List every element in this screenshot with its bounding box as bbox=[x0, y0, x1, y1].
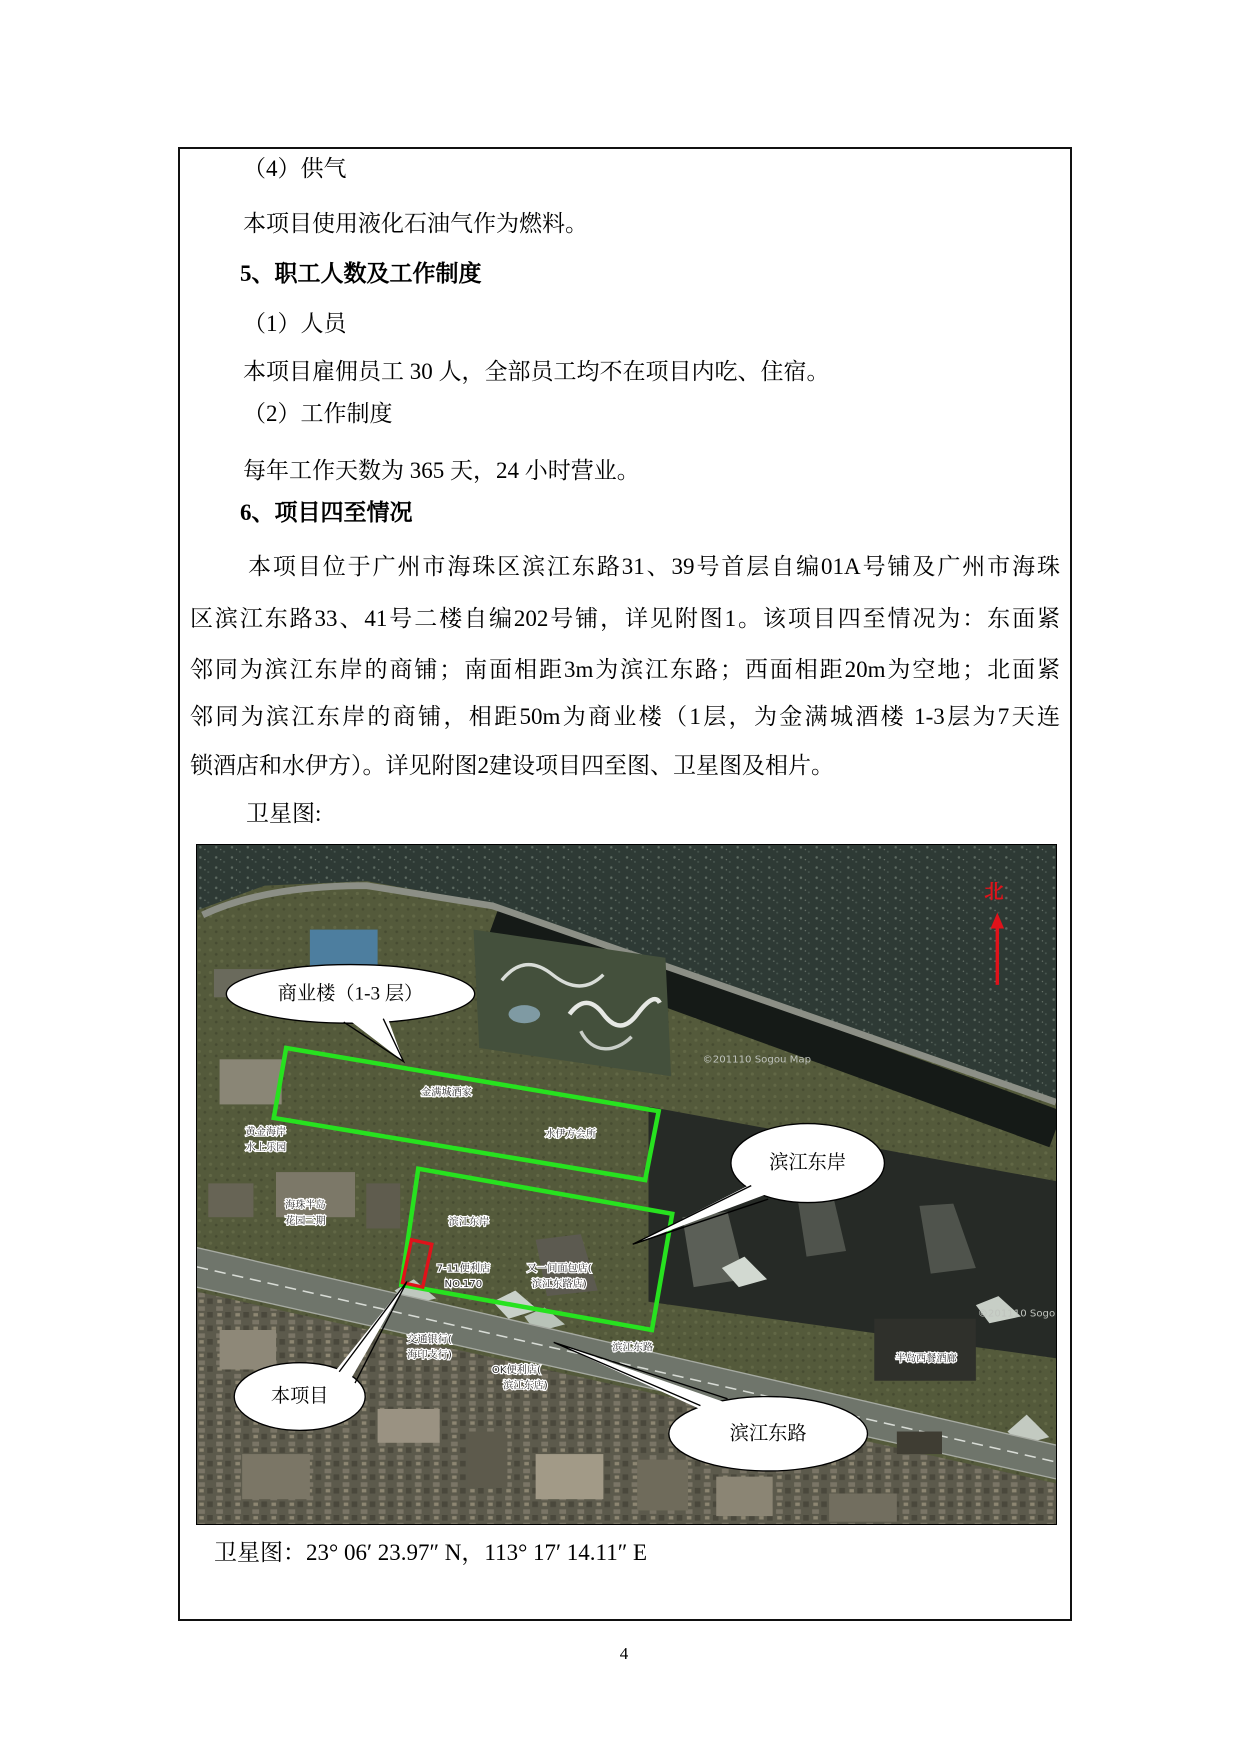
surroundings-paragraph-line: 区滨江东路33、41号二楼自编202号铺，详见附图1。该项目四至情况为：东面紧 bbox=[190, 606, 1060, 631]
map-label: 黄金海岸 bbox=[245, 1126, 287, 1138]
staff-heading: 5、职工人数及工作制度 bbox=[240, 261, 482, 286]
callout-text: 滨江东岸 bbox=[769, 1152, 847, 1174]
map-label: 半岛西餐酒廊 bbox=[895, 1353, 957, 1365]
personnel-text: 本项目雇佣员工 30 人，全部员工均不在项目内吃、住宿。 bbox=[243, 359, 830, 384]
map-label: 又一间面包店( bbox=[526, 1263, 592, 1275]
map-label: 7-11便利店 bbox=[436, 1263, 491, 1275]
map-label: 海印支行) bbox=[407, 1350, 452, 1362]
satellite-map-svg bbox=[197, 845, 1056, 1524]
satellite-caption: 卫星图：23° 06′ 23.97″ N，113° 17′ 14.11″ E bbox=[214, 1540, 648, 1565]
gas-heading: （4）供气 bbox=[243, 156, 347, 181]
map-label: OK便利店( bbox=[491, 1364, 541, 1376]
schedule-text: 每年工作天数为 365 天，24 小时营业。 bbox=[243, 458, 640, 483]
surroundings-heading: 6、项目四至情况 bbox=[240, 500, 413, 525]
callout-text: 滨江东路 bbox=[729, 1423, 807, 1445]
map-label: 滨江东岸 bbox=[448, 1217, 490, 1229]
north-label: 北 bbox=[984, 879, 1004, 903]
page-number: 4 bbox=[619, 1644, 629, 1663]
map-watermark: ©201110 Sogo bbox=[977, 1308, 1056, 1320]
map-label: NO.170 bbox=[444, 1279, 483, 1291]
callout-text: 商业楼（1-3 层） bbox=[277, 983, 424, 1005]
map-label: 滨江东店) bbox=[503, 1380, 548, 1392]
surroundings-paragraph-line: 邻同为滨江东岸的商铺，相距50m为商业楼（1层，为金满城酒楼 1-3层为7天连 bbox=[190, 704, 1060, 729]
map-watermark: ©201110 Sogou Map bbox=[702, 1054, 812, 1066]
surroundings-paragraph-line: 本项目位于广州市海珠区滨江东路31、39号首层自编01A号铺及广州市海珠 bbox=[248, 554, 1060, 579]
map-label: 滨江东路 bbox=[612, 1342, 654, 1354]
gas-text: 本项目使用液化石油气作为燃料。 bbox=[243, 211, 588, 236]
map-label: 水伊方会所 bbox=[545, 1129, 596, 1141]
map-label: 交通银行( bbox=[407, 1334, 452, 1346]
map-label: 金满城酒家 bbox=[421, 1087, 472, 1099]
map-label: 水上乐园 bbox=[245, 1142, 287, 1154]
personnel-heading: （1）人员 bbox=[243, 311, 347, 336]
satellite-label: 卫星图: bbox=[246, 801, 322, 826]
map-label: 滨江东路店) bbox=[531, 1279, 587, 1291]
satellite-map bbox=[196, 844, 1057, 1525]
schedule-heading: （2）工作制度 bbox=[243, 401, 393, 426]
surroundings-paragraph-line: 邻同为滨江东岸的商铺；南面相距3m为滨江东路；西面相距20m为空地；北面紧 bbox=[190, 657, 1060, 682]
surroundings-paragraph-line: 锁酒店和水伊方）。详见附图2建设项目四至图、卫星图及相片。 bbox=[190, 753, 834, 778]
callout-text: 本项目 bbox=[270, 1386, 329, 1408]
map-label: 海珠半岛 bbox=[285, 1200, 326, 1212]
building-east bbox=[874, 1319, 976, 1381]
map-label: 花园三期 bbox=[285, 1215, 326, 1227]
